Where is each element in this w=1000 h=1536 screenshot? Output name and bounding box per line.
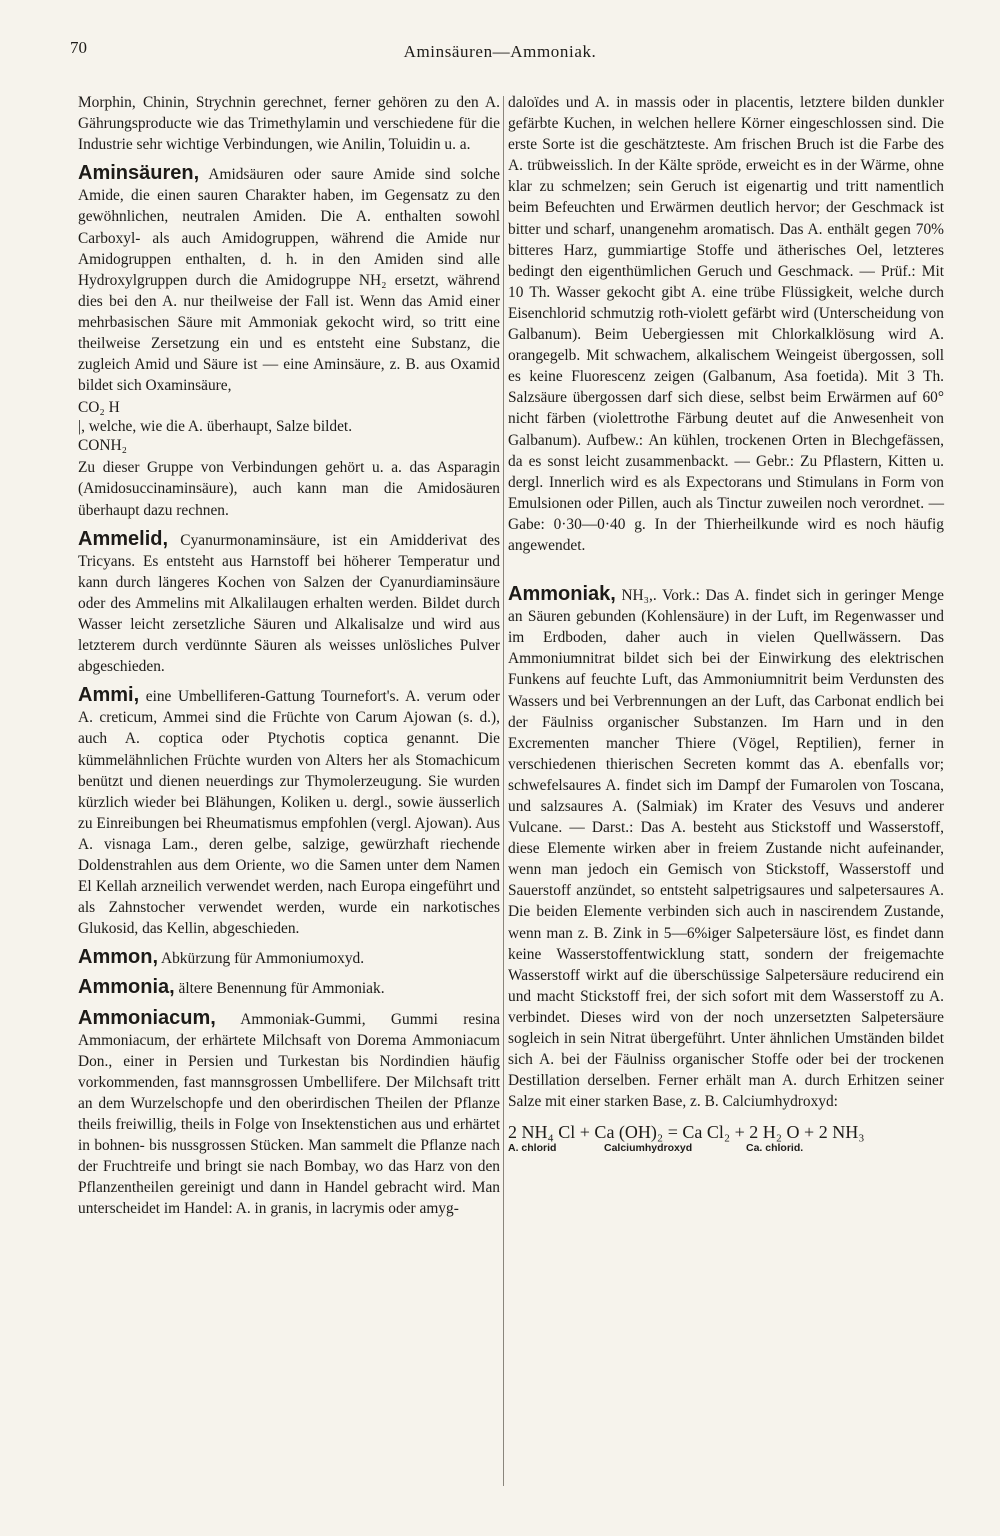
entry-text-ammoniak: NH₃,. Vork.: Das A. findet sich in geringer Menge an Säuren gebunden (Kohlensäure) in der Luft, im Regenwasser und im Erdboden, daher auch in vielen Quellwässern. Das Ammoniumnitrat bildet sich bei der Einwirkung des elektrischen Funkens auf feuchte Luft, das Ammoniumnitrit beim Verdunsten des Wassers und bei Verbrennungen an der Luft, das Carbonat endlich bei der Fäulniss organischer Substanzen. Im Harn und in den Excrementen mancher Thiere (Vögel, Reptilien), ferner in verschiedenen thierischen Secreten kommt das A. ebenfalls vor; schwefelsaures A. findet sich im Dampf der Fumarolen von Toscana, und salzsaures A. (Salmiak) im Krater des Vesuvs und anderer Vulcane. — Darst.: Das A. besteht aus Stickstoff und Wasserstoff, diese Elemente wirken aber in freiem Zustande nicht aufeinander, wenn man jedoch ein Gemisch von Stickstoff, Wasserstoff und Sauerstoff anzündet, so entsteht salpetrigsaures und salpetersaures A. Die beiden Elemente verbinden sich auch in nascirendem Zustande, wenn man z. B. Zink in 5—6%iger Salpetersäure löst, es findet dann keine Wasserstoffentwicklung statt, sondern der freigemachte Wasserstoff wirkt auf die überschüssige Salpetersäure reducirend ein und macht Stickstoff frei, der sich sofort mit dem Wasserstoff zu A. verbindet. Dieses wird von der noch unzersetzten Salpetersäure sogleich in sein Nitrat übergeführt. Unter ähnlichen Umständen bildet sich A. bei der Fäulniss organischer Stoffe oder bei der trockenen Destillation derselben. Ferner erhält man A. durch Erhitzen seiner Salze mit einer starken Base, z. B. Calciumhydroxyd:	[508, 587, 944, 1111]
running-head: Aminsäuren—Ammoniak.	[403, 42, 597, 61]
entry-text-ammelid: Cyanurmonaminsäure, ist ein Amidderivat des Tricyans. Es entsteht aus Harnstoff bei höherer Temperatur und kann durch längeres Kochen von Salzen der Cyanurdiaminsäure oder des Ammelins mit Alkalilaugen erhalten werden. Bildet durch Wasser leicht zersetzliche Säuren und Alkalisalze und wird aus letzterem durch verdünnte Säuren als weisses unlösliches Pulver abgeschieden.	[78, 531, 500, 676]
formula-trailing-text: , welche, wie die A. überhaupt, Salze bildet.	[81, 418, 353, 436]
entry-ammelid	[78, 529, 500, 678]
entry-ammoniak	[508, 584, 944, 1112]
entry-text-ammon: Abkürzung für Ammoniumoxyd.	[158, 950, 365, 968]
entry-ammoniacum	[78, 1008, 500, 1220]
entry-text-ammonia: ältere Benennung für Ammoniak.	[174, 980, 385, 998]
headword-ammonia: Ammonia,	[78, 976, 175, 999]
headword-ammelid: Ammelid,	[78, 527, 169, 550]
equation-labels	[508, 1142, 944, 1154]
formula-top: CO₂ H	[78, 399, 120, 417]
left-column	[78, 92, 500, 1220]
entry-text-ammoniacum: Ammoniak-Gummi, Gummi resina Ammoniacum, der erhärtete Milchsaft von Dorema Ammoniacum Don., einer in Persien und Turkestan bis Nordindien häufig vorkommenden, fast mannsgrossen Umbellifere. Der Milchsaft tritt an dem Wurzelschopfe und den oberirdischen Theilen der Pflanze theils freiwillig, theils in Folge von Insektenstichen aus und erhärtet in bohnen- bis nussgrossen Stücken. Man sammelt die Pflanze nach der Fruchtreife und bringt sie nach Bombay, wo das Harz von den Pflanzentheilen gereinigt und dann in Handel gebracht wird. Man unterscheidet im Handel: A. in granis, in lacrymis oder amyg-	[78, 1010, 500, 1218]
formula-middle	[78, 417, 500, 436]
entry-text-ammi: eine Umbelliferen-Gattung Tournefort's. A. verum oder A. creticum, Ammei sind die Früchte von Carum Ajowan (s. d.), auch A. coptica oder Ptychotis coptica genannt. Die kümmelähnlichen Früchte wurden von Alters her als Stomachicum benützt und dienen neuerdings zur Thymolerzeugung. Sie wurden kürzlich wieder bei Blähungen, Koliken u. dergl., sowie äusserlich zu Einreibungen bei Rheumatismus empfohlen (vergl. Ajowan). Aus A. visnaga Lam., deren gelbe, salzige, gewürzhaft riechende Doldenstrahlen aus dem Oriente, wo die Samen unter dem Namen El Kellah arzneilich verwendet werden, nach Europa eingeführt und als Zahnstocher verwendet werden, wurde ein narkotisches Glukosid, das Kellin, abgeschieden.	[78, 688, 500, 938]
ammoniak-equation: 2 NH₄ Cl + Ca (OH)₂ = Ca Cl₂ + 2 H₂ O + 2 NH₃	[508, 1122, 865, 1143]
headword-aminsaeuren: Aminsäuren,	[78, 162, 200, 185]
entry-ammi	[78, 685, 500, 939]
page-number: 70	[70, 38, 87, 57]
headword-ammoniak: Ammoniak,	[508, 583, 616, 606]
equation-label-3: Ca. chlorid.	[746, 1142, 804, 1155]
continued-paragraph: Morphin, Chinin, Strychnin gerechnet, ferner gehören zu den A. Gährungsproducte wie das Trimethylamin und verschiedene für die Industrie sehr wichtige Verbindungen, wie Anilin, Toluidin u. a.	[78, 94, 500, 154]
entry-text-aminsaeuren-2: Zu dieser Gruppe von Verbindungen gehört u. a. das Asparagin (Amidosuccinaminsäure), auch kann man die Amidosäuren überhaupt dazu rechnen.	[78, 459, 500, 519]
entry-ammon	[78, 947, 500, 969]
entry-aminsaeuren	[78, 163, 500, 396]
headword-ammi: Ammi,	[78, 684, 140, 707]
oxaminsaeure-formula	[78, 398, 500, 455]
equation-label-1: A. chlorid	[508, 1142, 557, 1155]
right-column	[508, 92, 944, 1154]
headword-ammon: Ammon,	[78, 946, 158, 969]
entry-spacer	[508, 556, 944, 576]
column-divider	[503, 96, 504, 1486]
equation-label-2: Calciumhydroxyd	[604, 1142, 693, 1155]
formula-bottom: CONH₂	[78, 437, 127, 455]
entry-text-aminsaeuren: Amidsäuren oder saure Amide sind solche Amide, die einen sauren Charakter haben, im Gegensatz zu den gewöhnlichen, neutralen Amiden. Die A. enthalten sowohl Carboxyl- als auch Amidogruppen, während die Amide nur Amidogruppen enthalten, d. h. in den Amiden sind alle Hydroxylgruppen durch die Amidogruppe NH₂ ersetzt, während dies bei den A. nur theilweise der Fall ist. Wenn das Amid einer mehrbasischen Säure mit Ammoniak gekocht wird, so tritt eine theilweise Zersetzung ein und es entsteht eine Substanz, die zugleich Amid und Säure ist — eine Aminsäure, z. B. aus Oxamid bildet sich Oxaminsäure,	[78, 166, 500, 395]
headword-ammoniacum: Ammoniacum,	[78, 1006, 216, 1029]
continued-paragraph-ammoniacum: daloïdes und A. in massis oder in placentis, letztere bilden dunkler gefärbte Kuchen, in welchen hellere Körner eingeschlossen sind. Die erste Sorte ist die geschätzteste. Am frischen Bruch ist die Farbe des A. trübweisslich. In der Kälte spröde, erweicht es in der Wärme, ohne klar zu schmelzen; sein Geruch ist eigenartig und tritt namentlich beim Befeuchten und Erwärmen deutlich hervor; der Geschmack ist bitter und scharf, unangenehm aromatisch. Das A. enthält gegen 70% bitteres Harz, gummiartige Stoffe und ätherisches Oel, letzteres bedingt den eigenthümlichen Geruch und Geschmack. — Prüf.: Mit 10 Th. Wasser gekocht gibt A. eine trübe Flüssigkeit, welche durch Eisenchlorid schmutzig roth-violett gefärbt wird (Unterscheidung von Galbanum). Beim Uebergiessen mit Chlorkalklösung wird A. orangegelb. Mit schwachem, alkalischem Weingeist übergossen, soll es keine Fluorescenz zeigen (Galbanum, Asa foetida). Mit 3 Th. Salzsäure übergossen darf sich diese, selbst beim Erwärmen auf 60° nicht färben (violettrothe Färbung deutet auf die Anwesenheit von Galbanum). Aufbew.: An kühlen, trockenen Orten in Blechgefässen, da es sonst leicht zusammenbackt. — Gebr.: Zu Pflastern, Kitten u. dergl. Innerlich wird es als Expectorans und Stimulans in Form von Emulsionen oder Pillen, auch als Tinctur zuweilen noch verordnet. — Gabe: 0·30—0·40 g. In der Thierheilkunde wird es noch häufig angewendet.	[508, 94, 944, 554]
entry-ammonia	[78, 977, 500, 999]
formula-bar: |	[78, 418, 82, 436]
